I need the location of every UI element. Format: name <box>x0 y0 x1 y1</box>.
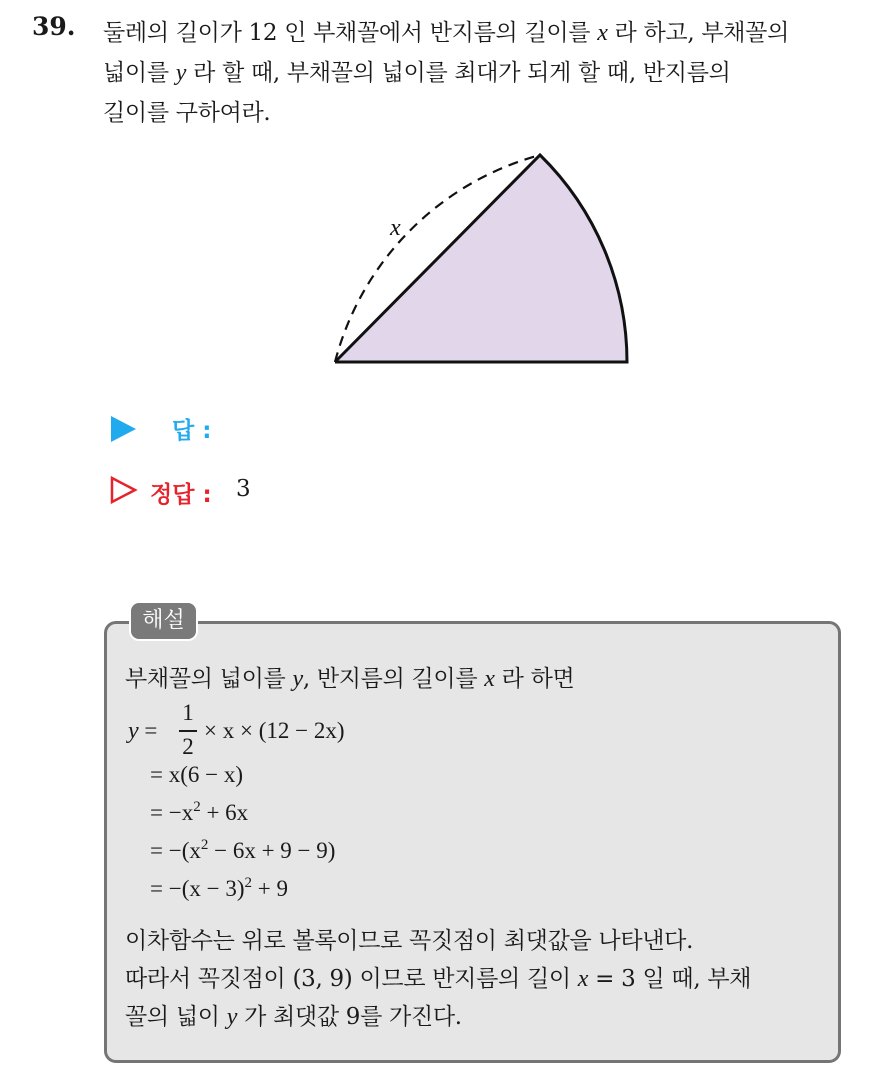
equation-2: = x(6 − x) <box>150 762 244 787</box>
correct-answer-label: 정답 : <box>150 482 212 508</box>
correct-answer-value: 3 <box>236 476 251 502</box>
solution-tag: 해설 <box>129 601 198 641</box>
sector-shape <box>335 155 627 362</box>
arc-label-x: x <box>390 215 401 241</box>
var-x: x <box>597 20 608 46</box>
solution-text-3: 꼴의 넓이 y 가 최댓값 9를 가진다. <box>125 1004 462 1030</box>
sector-figure <box>320 145 640 375</box>
var-y: y <box>175 60 187 86</box>
answer-arrow-icon <box>111 416 137 442</box>
correct-arrow-icon <box>110 476 138 504</box>
equation-4: = $-(x^2 - 6x + 9 - 9)$ <box>150 837 336 863</box>
equation-1-rhs: × x × (12 − 2x) <box>204 718 345 743</box>
question-line-1: 둘레의 길이가 12 인 부채꼴에서 반지름의 길이를 x 라 하고, 부채꼴의 <box>103 20 790 46</box>
question-line-3: 길이를 구하여라. <box>103 100 271 126</box>
solution-intro: 부채꼴의 넓이를 y, 반지름의 길이를 x 라 하면 <box>125 666 575 692</box>
solution-text-2: 따라서 꼭짓점이 (3, 9) 이므로 반지름의 길이 x = 3 일 때, 부채 <box>125 966 752 992</box>
question-number: 39. <box>32 12 76 41</box>
equation-1-lhs: y = <box>128 718 158 744</box>
answer-label: 답 : <box>172 418 212 444</box>
equation-5: = $-(x - 3)^2 + 9$ <box>150 875 288 901</box>
question-line-2: 넓이를 y 라 할 때, 부채꼴의 넓이를 최대가 되게 할 때, 반지름의 <box>103 60 731 86</box>
solution-text-1: 이차함수는 위로 볼록이므로 꼭짓점이 최댓값을 나타낸다. <box>125 928 694 954</box>
equation-3: = $-x^2 + 6x$ <box>150 799 249 825</box>
